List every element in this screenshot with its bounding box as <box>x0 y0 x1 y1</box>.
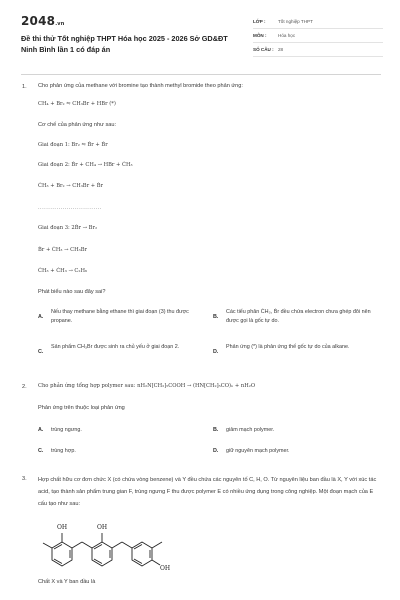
option-text: Nếu thay methane bằng ethane thì giai đoạn (3) thu được propane. <box>51 309 189 324</box>
option-letter: B. <box>213 314 219 320</box>
question-prompt: Phát biểu nào sau đây sai? <box>38 289 106 295</box>
option-d[interactable] <box>213 343 383 367</box>
meta-label: LỚP : <box>253 19 266 24</box>
stage-3: Giai đoạn 3: 2Ḃr → Br₂ <box>38 225 98 231</box>
option-letter: B. <box>213 427 219 433</box>
polymer-structure-diagram <box>38 518 198 578</box>
meta-value: Hóa học <box>278 33 296 38</box>
meta-value: 28 <box>278 47 284 52</box>
option-a[interactable] <box>38 308 203 332</box>
question-number: 3. <box>22 476 27 482</box>
oh-label-3: OH <box>160 565 171 572</box>
option-text: trùng hợp. <box>51 448 76 454</box>
question-prompt: Chất X và Y ban đầu là <box>38 579 96 585</box>
question-number: 2. <box>22 384 27 390</box>
stage-3c: ĊH₃ + ĊH₃ → C₂H₆ <box>38 268 88 274</box>
exam-meta <box>253 15 383 57</box>
question-text: Cho phản ứng tổng hợp polymer sau: nH₂N[CH₂]₅COOH → (HN[CH₂]₅CO)ₙ + nH₂O <box>38 383 256 389</box>
meta-label: SỐ CÂU : <box>253 47 274 52</box>
option-letter: C. <box>38 448 44 454</box>
meta-label: MÔN : <box>253 33 267 38</box>
option-text: trùng ngưng. <box>51 427 82 433</box>
option-text: Phản ứng (*) là phản ứng thế gốc tự do của alkane. <box>226 344 350 350</box>
meta-value: Tốt nghiệp THPT <box>278 19 313 24</box>
question-prompt: Phản ứng trên thuộc loại phản ứng <box>38 405 125 411</box>
meta-subject <box>253 29 383 43</box>
mechanism-label: Cơ chế của phản ứng như sau: <box>38 122 117 128</box>
option-text: giữ nguyên mạch polymer. <box>226 448 290 454</box>
option-b[interactable] <box>213 308 383 332</box>
option-letter: A. <box>38 314 44 320</box>
option-text: giảm mạch polymer. <box>226 427 275 433</box>
stage-1: Giai đoạn 1: Br₂ ⇋ Ḃr + Ḃr <box>38 142 108 148</box>
option-d[interactable] <box>213 447 383 457</box>
option-letter: D. <box>213 448 219 454</box>
stage-2a: Giai đoạn 2: Ḃr + CH₄ → HBr + ĊH₃ <box>38 162 133 168</box>
option-letter: A. <box>38 427 44 433</box>
question-text: Hợp chất hữu cơ đơn chức X (có chứa vòng benzene) và Y đều chứa các nguyên tố C, H, O. Từ nguyên liệu ban đầu là X, Y với xúc tác acid, tạo thành sản phẩm trung gian F, trùng ngưng F thu được polymer E có nhiều ứng dụng trong công nghiệp. Một đoạn mạch của E cấu tạo như sau: <box>38 477 377 507</box>
meta-question-count <box>253 43 383 57</box>
option-c[interactable] <box>38 343 203 367</box>
ellipsis: ............................... <box>38 205 102 211</box>
page-title: Đề thi thử Tốt nghiệp THPT Hóa học 2025 - 2026 Sở GD&ĐT Ninh Bình lần 1 có đáp án <box>21 34 228 54</box>
question-text: Cho phản ứng của methane với bromine tạo thành methyl bromide theo phản ứng: <box>38 83 243 89</box>
header-divider <box>21 74 381 75</box>
stage-3b: Ḃr + ĊH₃ → CH₃Br <box>38 247 88 253</box>
equation-main: CH₄ + Br₂ ⇋ CH₃Br + HBr (*) <box>38 101 116 107</box>
meta-class <box>253 15 383 29</box>
site-logo[interactable]: 2048.vn <box>21 14 65 28</box>
option-c[interactable] <box>38 447 203 457</box>
oh-label-2: OH <box>97 524 108 531</box>
stage-2b: ĊH₃ + Br₂ → CH₃Br + Ḃr <box>38 183 104 189</box>
option-b[interactable] <box>213 426 383 436</box>
option-a[interactable] <box>38 426 203 436</box>
option-text: Các tiểu phân ĊH₃, Ḃr đều chứa electron chưa ghép đôi nên được gọi là gốc tự do. <box>226 309 371 324</box>
structure-bonds <box>43 533 162 566</box>
oh-label-1: OH <box>57 524 68 531</box>
question-number: 1. <box>22 84 27 90</box>
option-text: Sản phẩm CH₃Br được sinh ra chủ yếu ở giai đoạn 2. <box>51 344 180 350</box>
option-letter: C. <box>38 349 44 355</box>
option-letter: D. <box>213 349 219 355</box>
